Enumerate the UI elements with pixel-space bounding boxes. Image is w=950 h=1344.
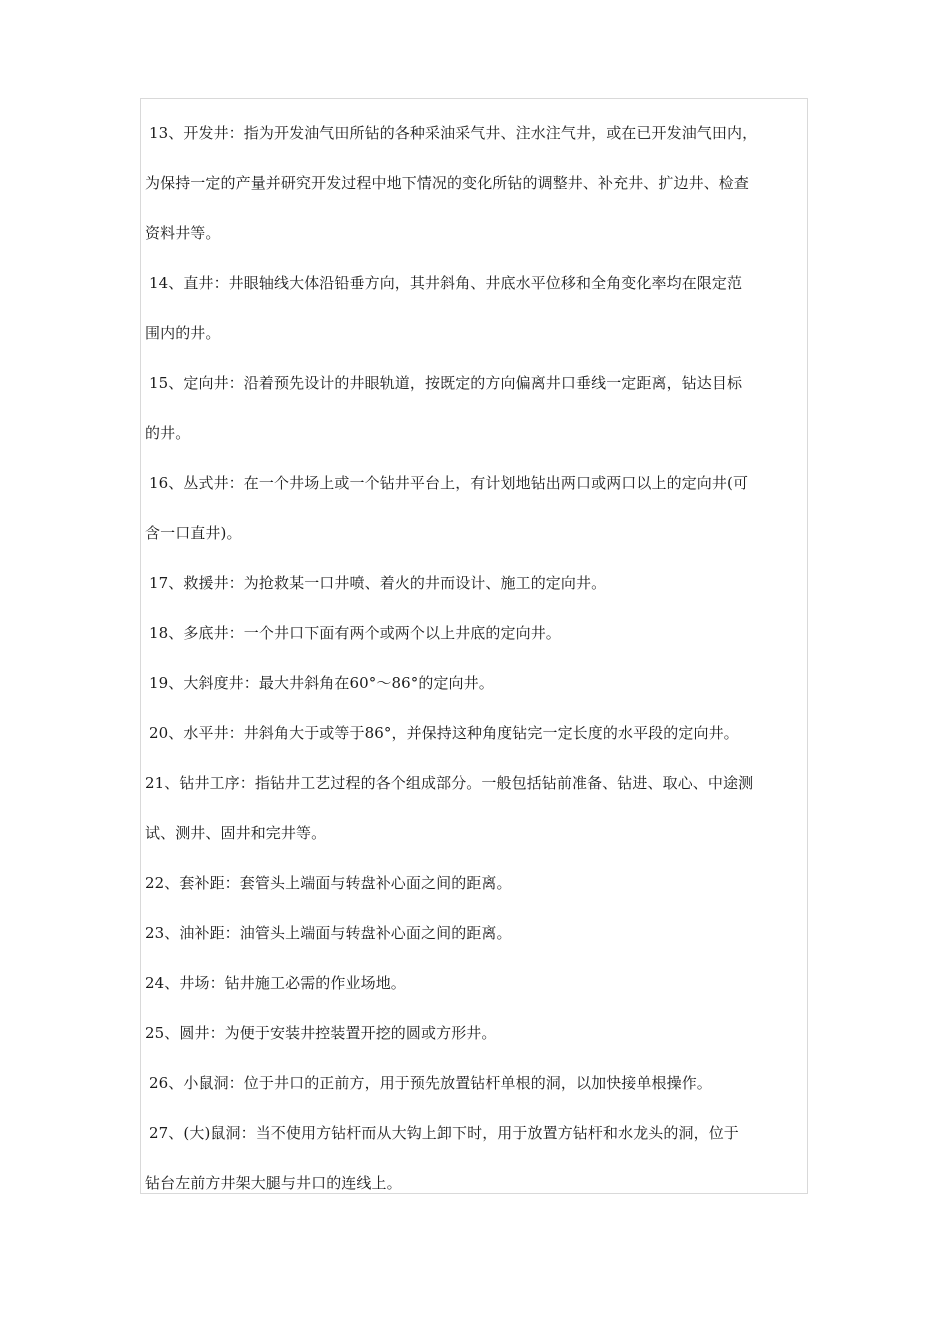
text-line: 14、直井：井眼轴线大体沿铅垂方向，其井斜角、井底水平位移和全角变化率均在限定范 xyxy=(149,274,743,292)
text-line: 13、开发井：指为开发油气田所钻的各种采油采气井、注水注气井，或在已开发油气田内， xyxy=(149,124,758,142)
text-line: 16、丛式井：在一个井场上或一个钻井平台上，有计划地钻出两口或两口以上的定向井(可 xyxy=(149,474,749,492)
text-line: 20、水平井：井斜角大于或等于86°，并保持这种角度钻完一定长度的水平段的定向井。 xyxy=(149,724,739,742)
text-line: 资料井等。 xyxy=(145,224,221,242)
text-line: 15、定向井：沿着预先设计的井眼轨道，按既定的方向偏离井口垂线一定距离，钻达目标 xyxy=(149,374,743,392)
text-line: 22、套补距：套管头上端面与转盘补心面之间的距离。 xyxy=(145,874,512,892)
text-line: 27、(大)鼠洞：当不使用方钻杆而从大钩上卸下时，用于放置方钻杆和水龙头的洞，位于 xyxy=(149,1124,739,1142)
text-line: 26、小鼠洞：位于井口的正前方，用于预先放置钻杆单根的洞，以加快接单根操作。 xyxy=(149,1074,712,1092)
text-line: 为保持一定的产量并研究开发过程中地下情况的变化所钻的调整井、补充井、扩边井、检查 xyxy=(145,174,750,192)
text-line: 围内的井。 xyxy=(145,324,221,342)
text-line: 含一口直井)。 xyxy=(145,524,242,542)
text-line: 25、圆井：为便于安装井控装置开挖的圆或方形井。 xyxy=(145,1024,497,1042)
text-line: 24、井场：钻井施工必需的作业场地。 xyxy=(145,974,406,992)
text-line: 19、大斜度井：最大井斜角在60°～86°的定向井。 xyxy=(149,674,494,692)
text-line: 18、多底井：一个井口下面有两个或两个以上井底的定向井。 xyxy=(149,624,561,642)
text-line: 的井。 xyxy=(145,424,191,442)
text-line: 23、油补距：油管头上端面与转盘补心面之间的距离。 xyxy=(145,924,512,942)
text-line: 试、测井、固井和完井等。 xyxy=(145,824,327,842)
text-line: 21、钻井工序：指钻井工艺过程的各个组成部分。一般包括钻前准备、钻进、取心、中途测 xyxy=(145,774,754,792)
text-line: 钻台左前方井架大腿与井口的连线上。 xyxy=(145,1174,402,1192)
document-body xyxy=(145,108,817,1208)
text-line: 17、救援井：为抢救某一口井喷、着火的井而设计、施工的定向井。 xyxy=(149,574,607,592)
